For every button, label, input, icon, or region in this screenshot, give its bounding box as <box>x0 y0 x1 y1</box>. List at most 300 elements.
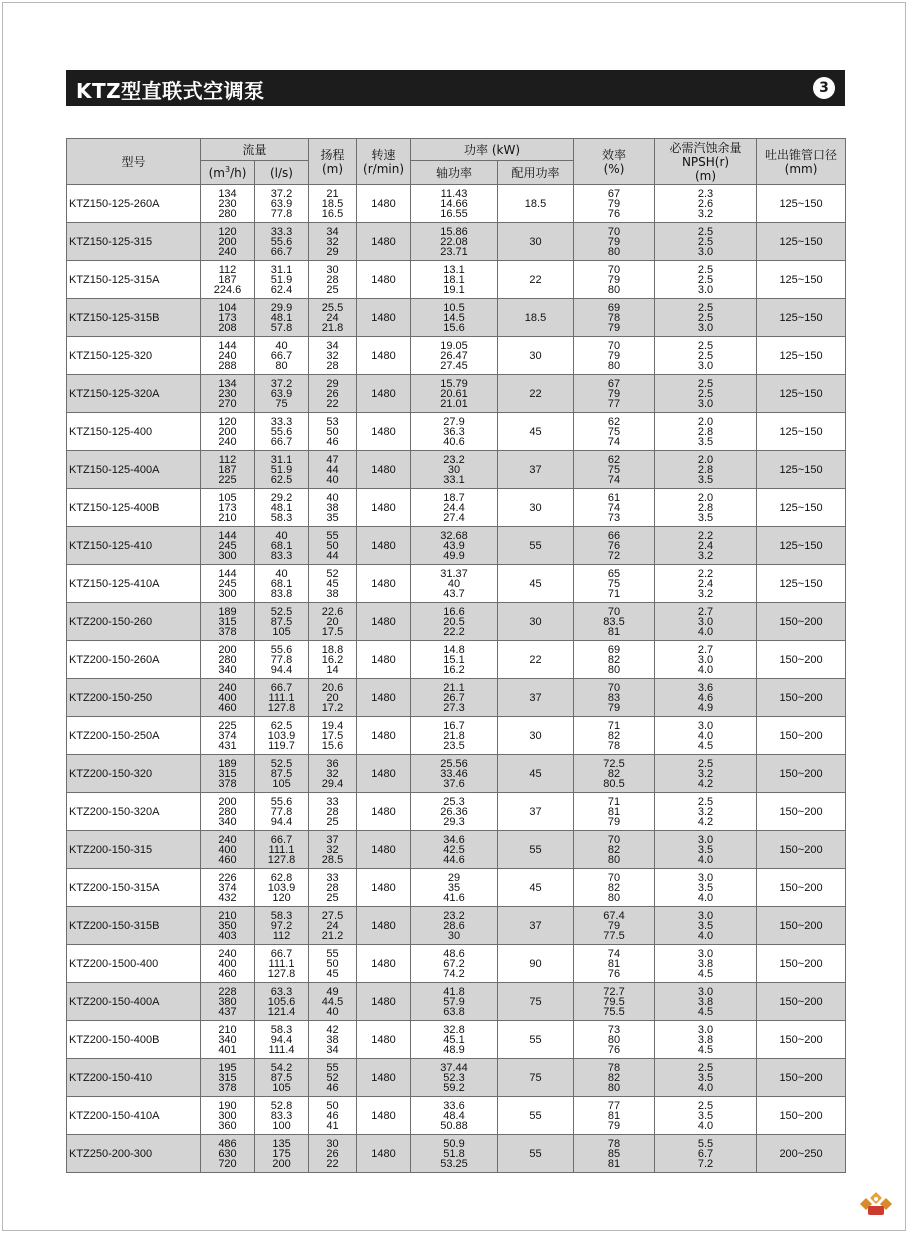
cell-npsh: 3.0 3.8 4.5 <box>655 1021 757 1059</box>
cell-motor-power: 30 <box>498 223 574 261</box>
cell-efficiency: 69 82 80 <box>574 641 655 679</box>
cell-efficiency: 65 75 71 <box>574 565 655 603</box>
cell-head: 19.4 17.5 15.6 <box>309 717 357 755</box>
cell-flow-ls: 54.2 87.5 105 <box>255 1059 309 1097</box>
cell-head: 33 28 25 <box>309 793 357 831</box>
cell-shaft-power: 48.6 67.2 74.2 <box>411 945 498 983</box>
cell-speed: 1480 <box>357 983 411 1021</box>
cell-npsh: 2.7 3.0 4.0 <box>655 641 757 679</box>
cell-shaft-power: 14.8 15.1 16.2 <box>411 641 498 679</box>
table-row <box>67 641 846 679</box>
cell-head: 33 28 25 <box>309 869 357 907</box>
cell-outlet: 150~200 <box>757 907 846 945</box>
cell-head: 21 18.5 16.5 <box>309 185 357 223</box>
cell-efficiency: 70 82 80 <box>574 869 655 907</box>
cell-npsh: 2.3 2.6 3.2 <box>655 185 757 223</box>
cell-npsh: 2.5 3.2 4.2 <box>655 755 757 793</box>
cell-speed: 1480 <box>357 831 411 869</box>
cell-shaft-power: 33.6 48.4 50.88 <box>411 1097 498 1135</box>
cell-efficiency: 70 79 80 <box>574 261 655 299</box>
cell-shaft-power: 16.6 20.5 22.2 <box>411 603 498 641</box>
cell-npsh: 2.7 3.0 4.0 <box>655 603 757 641</box>
cell-flow-ls: 33.3 55.6 66.7 <box>255 413 309 451</box>
cell-flow-ls: 31.1 51.9 62.4 <box>255 261 309 299</box>
table-row <box>67 793 846 831</box>
cell-flow-ls: 63.3 105.6 121.4 <box>255 983 309 1021</box>
cell-shaft-power: 21.1 26.7 27.3 <box>411 679 498 717</box>
cell-outlet: 125~150 <box>757 223 846 261</box>
cell-shaft-power: 34.6 42.5 44.6 <box>411 831 498 869</box>
table-row <box>67 717 846 755</box>
cell-efficiency: 73 80 76 <box>574 1021 655 1059</box>
table-row <box>67 299 846 337</box>
cell-flow-ls: 29.2 48.1 58.3 <box>255 489 309 527</box>
cell-head: 18.8 16.2 14 <box>309 641 357 679</box>
cell-flow-m3h: 105 173 210 <box>201 489 255 527</box>
cell-motor-power: 75 <box>498 983 574 1021</box>
cell-outlet: 150~200 <box>757 793 846 831</box>
cell-head: 27.5 24 21.2 <box>309 907 357 945</box>
brand-logo-icon <box>858 1190 894 1218</box>
header-flow-ls: (l/s) <box>255 161 309 185</box>
cell-motor-power: 55 <box>498 1097 574 1135</box>
cell-speed: 1480 <box>357 869 411 907</box>
cell-outlet: 125~150 <box>757 527 846 565</box>
table-row <box>67 679 846 717</box>
cell-head: 40 38 35 <box>309 489 357 527</box>
header-head: 扬程 (m) <box>309 139 357 185</box>
cell-speed: 1480 <box>357 717 411 755</box>
cell-outlet: 125~150 <box>757 413 846 451</box>
cell-model: KTZ200-150-400A <box>67 983 201 1021</box>
cell-efficiency: 78 85 81 <box>574 1135 655 1173</box>
cell-efficiency: 67 79 76 <box>574 185 655 223</box>
cell-flow-ls: 66.7 111.1 127.8 <box>255 679 309 717</box>
cell-shaft-power: 23.2 30 33.1 <box>411 451 498 489</box>
cell-model: KTZ200-150-260A <box>67 641 201 679</box>
header-flow: 流量 <box>201 139 309 161</box>
cell-npsh: 2.5 2.5 3.0 <box>655 261 757 299</box>
cell-shaft-power: 16.7 21.8 23.5 <box>411 717 498 755</box>
cell-model: KTZ200-150-410A <box>67 1097 201 1135</box>
cell-speed: 1480 <box>357 375 411 413</box>
cell-model: KTZ150-125-315B <box>67 299 201 337</box>
cell-flow-ls: 29.9 48.1 57.8 <box>255 299 309 337</box>
cell-flow-ls: 55.6 77.8 94.4 <box>255 793 309 831</box>
cell-shaft-power: 37.44 52.3 59.2 <box>411 1059 498 1097</box>
table-row <box>67 527 846 565</box>
cell-flow-m3h: 144 240 288 <box>201 337 255 375</box>
cell-speed: 1480 <box>357 907 411 945</box>
cell-npsh: 2.0 2.8 3.5 <box>655 451 757 489</box>
cell-flow-m3h: 226 374 432 <box>201 869 255 907</box>
cell-shaft-power: 15.79 20.61 21.01 <box>411 375 498 413</box>
cell-model: KTZ150-125-400B <box>67 489 201 527</box>
cell-head: 30 28 25 <box>309 261 357 299</box>
cell-speed: 1480 <box>357 1021 411 1059</box>
cell-model: KTZ200-150-410 <box>67 1059 201 1097</box>
cell-outlet: 150~200 <box>757 603 846 641</box>
cell-npsh: 3.0 3.5 4.0 <box>655 831 757 869</box>
cell-model: KTZ150-125-260A <box>67 185 201 223</box>
cell-npsh: 2.5 2.5 3.0 <box>655 223 757 261</box>
header-speed: 转速 (r/min) <box>357 139 411 185</box>
cell-outlet: 125~150 <box>757 375 846 413</box>
cell-head: 36 32 29.4 <box>309 755 357 793</box>
table-row <box>67 185 846 223</box>
cell-npsh: 2.5 3.5 4.0 <box>655 1059 757 1097</box>
cell-outlet: 150~200 <box>757 755 846 793</box>
cell-speed: 1480 <box>357 793 411 831</box>
cell-model: KTZ200-150-320A <box>67 793 201 831</box>
cell-outlet: 125~150 <box>757 451 846 489</box>
cell-head: 34 32 28 <box>309 337 357 375</box>
cell-shaft-power: 19.05 26.47 27.45 <box>411 337 498 375</box>
page-number-badge: 3 <box>813 77 835 99</box>
cell-model: KTZ250-200-300 <box>67 1135 201 1173</box>
cell-npsh: 5.5 6.7 7.2 <box>655 1135 757 1173</box>
table-row <box>67 337 846 375</box>
cell-npsh: 3.0 3.5 4.0 <box>655 907 757 945</box>
cell-shaft-power: 13.1 18.1 19.1 <box>411 261 498 299</box>
table-row <box>67 1135 846 1173</box>
cell-flow-ls: 58.3 97.2 112 <box>255 907 309 945</box>
cell-motor-power: 18.5 <box>498 299 574 337</box>
cell-model: KTZ200-150-260 <box>67 603 201 641</box>
cell-motor-power: 90 <box>498 945 574 983</box>
cell-head: 55 50 44 <box>309 527 357 565</box>
cell-shaft-power: 23.2 28.6 30 <box>411 907 498 945</box>
header-flow-m3h: $(m^3/h)$ <box>201 161 255 185</box>
cell-flow-m3h: 189 315 378 <box>201 603 255 641</box>
cell-shaft-power: 25.3 26.36 29.3 <box>411 793 498 831</box>
cell-motor-power: 37 <box>498 907 574 945</box>
cell-speed: 1480 <box>357 261 411 299</box>
cell-motor-power: 22 <box>498 375 574 413</box>
cell-npsh: 2.0 2.8 3.5 <box>655 489 757 527</box>
table-row <box>67 413 846 451</box>
cell-efficiency: 70 83 79 <box>574 679 655 717</box>
cell-flow-ls: 52.5 87.5 105 <box>255 755 309 793</box>
table-row <box>67 1097 846 1135</box>
cell-efficiency: 70 83.5 81 <box>574 603 655 641</box>
cell-motor-power: 55 <box>498 831 574 869</box>
table-row <box>67 1059 846 1097</box>
cell-motor-power: 30 <box>498 337 574 375</box>
cell-motor-power: 30 <box>498 489 574 527</box>
cell-flow-ls: 62.5 103.9 119.7 <box>255 717 309 755</box>
cell-flow-m3h: 144 245 300 <box>201 565 255 603</box>
header-power: 功率 (kW) <box>411 139 574 161</box>
cell-speed: 1480 <box>357 565 411 603</box>
cell-speed: 1480 <box>357 1097 411 1135</box>
cell-speed: 1480 <box>357 1135 411 1173</box>
cell-efficiency: 71 82 78 <box>574 717 655 755</box>
table-row <box>67 831 846 869</box>
cell-model: KTZ200-150-315 <box>67 831 201 869</box>
cell-outlet: 150~200 <box>757 1059 846 1097</box>
cell-efficiency: 77 81 79 <box>574 1097 655 1135</box>
cell-head: 52 45 38 <box>309 565 357 603</box>
cell-flow-m3h: 104 173 208 <box>201 299 255 337</box>
cell-model: KTZ200-150-320 <box>67 755 201 793</box>
table-row <box>67 261 846 299</box>
cell-flow-m3h: 200 280 340 <box>201 793 255 831</box>
cell-flow-ls: 40 68.1 83.8 <box>255 565 309 603</box>
cell-flow-ls: 37.2 63.9 77.8 <box>255 185 309 223</box>
cell-motor-power: 22 <box>498 261 574 299</box>
cell-efficiency: 70 79 80 <box>574 223 655 261</box>
cell-flow-m3h: 120 200 240 <box>201 223 255 261</box>
cell-head: 29 26 22 <box>309 375 357 413</box>
cell-outlet: 150~200 <box>757 679 846 717</box>
cell-head: 20.6 20 17.2 <box>309 679 357 717</box>
cell-npsh: 2.2 2.4 3.2 <box>655 527 757 565</box>
header-motor-power: 配用功率 <box>498 161 574 185</box>
cell-motor-power: 30 <box>498 603 574 641</box>
cell-outlet: 150~200 <box>757 1021 846 1059</box>
cell-flow-ls: 37.2 63.9 75 <box>255 375 309 413</box>
cell-head: 55 52 46 <box>309 1059 357 1097</box>
cell-flow-m3h: 134 230 280 <box>201 185 255 223</box>
cell-motor-power: 22 <box>498 641 574 679</box>
cell-speed: 1480 <box>357 945 411 983</box>
cell-outlet: 125~150 <box>757 565 846 603</box>
cell-efficiency: 74 81 76 <box>574 945 655 983</box>
cell-flow-ls: 66.7 111.1 127.8 <box>255 945 309 983</box>
cell-motor-power: 30 <box>498 717 574 755</box>
cell-outlet: 125~150 <box>757 185 846 223</box>
cell-efficiency: 70 79 80 <box>574 337 655 375</box>
cell-efficiency: 71 81 79 <box>574 793 655 831</box>
cell-shaft-power: 29 35 41.6 <box>411 869 498 907</box>
cell-flow-m3h: 210 340 401 <box>201 1021 255 1059</box>
cell-flow-ls: 52.8 83.3 100 <box>255 1097 309 1135</box>
cell-shaft-power: 25.56 33.46 37.6 <box>411 755 498 793</box>
cell-outlet: 150~200 <box>757 945 846 983</box>
cell-npsh: 2.5 3.5 4.0 <box>655 1097 757 1135</box>
table-row <box>67 907 846 945</box>
cell-head: 47 44 40 <box>309 451 357 489</box>
cell-outlet: 150~200 <box>757 641 846 679</box>
cell-model: KTZ200-150-315A <box>67 869 201 907</box>
cell-efficiency: 72.5 82 80.5 <box>574 755 655 793</box>
cell-flow-ls: 55.6 77.8 94.4 <box>255 641 309 679</box>
cell-shaft-power: 32.8 45.1 48.9 <box>411 1021 498 1059</box>
cell-npsh: 3.0 4.0 4.5 <box>655 717 757 755</box>
cell-outlet: 150~200 <box>757 983 846 1021</box>
cell-model: KTZ150-125-410 <box>67 527 201 565</box>
cell-speed: 1480 <box>357 755 411 793</box>
cell-npsh: 3.6 4.6 4.9 <box>655 679 757 717</box>
title-bar <box>66 70 845 106</box>
cell-motor-power: 45 <box>498 413 574 451</box>
cell-shaft-power: 10.5 14.5 15.6 <box>411 299 498 337</box>
cell-model: KTZ200-150-250A <box>67 717 201 755</box>
cell-flow-m3h: 486 630 720 <box>201 1135 255 1173</box>
cell-shaft-power: 31.37 40 43.7 <box>411 565 498 603</box>
cell-flow-m3h: 240 400 460 <box>201 679 255 717</box>
cell-model: KTZ150-125-400 <box>67 413 201 451</box>
table-row <box>67 755 846 793</box>
cell-motor-power: 37 <box>498 451 574 489</box>
header-shaft-power: 轴功率 <box>411 161 498 185</box>
cell-head: 34 32 29 <box>309 223 357 261</box>
cell-npsh: 3.0 3.8 4.5 <box>655 983 757 1021</box>
table-row <box>67 375 846 413</box>
cell-model: KTZ200-150-250 <box>67 679 201 717</box>
cell-flow-m3h: 134 230 270 <box>201 375 255 413</box>
cell-motor-power: 55 <box>498 1021 574 1059</box>
cell-npsh: 3.0 3.8 4.5 <box>655 945 757 983</box>
cell-efficiency: 67 79 77 <box>574 375 655 413</box>
cell-head: 53 50 46 <box>309 413 357 451</box>
cell-npsh: 2.2 2.4 3.2 <box>655 565 757 603</box>
table-row <box>67 489 846 527</box>
cell-head: 25.5 24 21.8 <box>309 299 357 337</box>
cell-outlet: 125~150 <box>757 337 846 375</box>
cell-flow-m3h: 225 374 431 <box>201 717 255 755</box>
cell-speed: 1480 <box>357 451 411 489</box>
cell-flow-m3h: 228 380 437 <box>201 983 255 1021</box>
table-row <box>67 1021 846 1059</box>
cell-outlet: 150~200 <box>757 717 846 755</box>
cell-speed: 1480 <box>357 1059 411 1097</box>
cell-flow-m3h: 120 200 240 <box>201 413 255 451</box>
cell-flow-m3h: 240 400 460 <box>201 945 255 983</box>
cell-npsh: 2.5 2.5 3.0 <box>655 375 757 413</box>
cell-flow-ls: 135 175 200 <box>255 1135 309 1173</box>
cell-flow-m3h: 112 187 225 <box>201 451 255 489</box>
cell-motor-power: 45 <box>498 755 574 793</box>
cell-efficiency: 61 74 73 <box>574 489 655 527</box>
cell-shaft-power: 27.9 36.3 40.6 <box>411 413 498 451</box>
cell-motor-power: 45 <box>498 869 574 907</box>
table-body <box>67 185 846 1173</box>
cell-motor-power: 45 <box>498 565 574 603</box>
cell-outlet: 150~200 <box>757 831 846 869</box>
cell-efficiency: 69 78 79 <box>574 299 655 337</box>
cell-shaft-power: 32.68 43.9 49.9 <box>411 527 498 565</box>
cell-outlet: 125~150 <box>757 299 846 337</box>
cell-flow-ls: 40 66.7 80 <box>255 337 309 375</box>
cell-speed: 1480 <box>357 413 411 451</box>
cell-shaft-power: 11.43 14.66 16.55 <box>411 185 498 223</box>
cell-head: 49 44.5 40 <box>309 983 357 1021</box>
table-row <box>67 565 846 603</box>
cell-head: 37 32 28.5 <box>309 831 357 869</box>
table-row <box>67 223 846 261</box>
cell-head: 50 46 41 <box>309 1097 357 1135</box>
cell-flow-m3h: 195 315 378 <box>201 1059 255 1097</box>
cell-shaft-power: 50.9 51.8 53.25 <box>411 1135 498 1173</box>
cell-flow-m3h: 144 245 300 <box>201 527 255 565</box>
cell-efficiency: 78 82 80 <box>574 1059 655 1097</box>
cell-npsh: 3.0 3.5 4.0 <box>655 869 757 907</box>
cell-speed: 1480 <box>357 489 411 527</box>
header-model: 型号 <box>67 139 201 185</box>
cell-npsh: 2.5 3.2 4.2 <box>655 793 757 831</box>
cell-model: KTZ150-125-315A <box>67 261 201 299</box>
cell-model: KTZ200-150-400B <box>67 1021 201 1059</box>
cell-efficiency: 62 75 74 <box>574 451 655 489</box>
cell-flow-m3h: 190 300 360 <box>201 1097 255 1135</box>
cell-efficiency: 70 82 80 <box>574 831 655 869</box>
cell-motor-power: 55 <box>498 1135 574 1173</box>
header-npsh: 必需汽蚀余量 NPSH(r) (m) <box>655 139 757 185</box>
cell-model: KTZ150-125-410A <box>67 565 201 603</box>
cell-model: KTZ150-125-315 <box>67 223 201 261</box>
cell-flow-m3h: 189 315 378 <box>201 755 255 793</box>
cell-efficiency: 72.7 79.5 75.5 <box>574 983 655 1021</box>
cell-npsh: 2.0 2.8 3.5 <box>655 413 757 451</box>
cell-flow-ls: 31.1 51.9 62.5 <box>255 451 309 489</box>
table-row <box>67 983 846 1021</box>
cell-flow-ls: 52.5 87.5 105 <box>255 603 309 641</box>
cell-model: KTZ150-125-320A <box>67 375 201 413</box>
cell-flow-ls: 62.8 103.9 120 <box>255 869 309 907</box>
cell-outlet: 125~150 <box>757 261 846 299</box>
cell-speed: 1480 <box>357 603 411 641</box>
cell-flow-ls: 58.3 94.4 111.4 <box>255 1021 309 1059</box>
cell-shaft-power: 18.7 24.4 27.4 <box>411 489 498 527</box>
cell-model: KTZ150-125-400A <box>67 451 201 489</box>
cell-speed: 1480 <box>357 337 411 375</box>
table-row <box>67 869 846 907</box>
cell-efficiency: 67.4 79 77.5 <box>574 907 655 945</box>
cell-flow-m3h: 200 280 340 <box>201 641 255 679</box>
cell-outlet: 150~200 <box>757 869 846 907</box>
cell-head: 22.6 20 17.5 <box>309 603 357 641</box>
cell-motor-power: 18.5 <box>498 185 574 223</box>
table-row <box>67 451 846 489</box>
header-outlet: 吐出锥管口径 (mm) <box>757 139 846 185</box>
cell-outlet: 125~150 <box>757 489 846 527</box>
cell-efficiency: 62 75 74 <box>574 413 655 451</box>
cell-efficiency: 66 76 72 <box>574 527 655 565</box>
cell-speed: 1480 <box>357 223 411 261</box>
cell-npsh: 2.5 2.5 3.0 <box>655 337 757 375</box>
cell-shaft-power: 15.86 22.08 23.71 <box>411 223 498 261</box>
cell-speed: 1480 <box>357 679 411 717</box>
cell-shaft-power: 41.8 57.9 63.8 <box>411 983 498 1021</box>
pump-spec-table <box>66 138 846 1173</box>
cell-head: 55 50 45 <box>309 945 357 983</box>
header-efficiency: 效率 (%) <box>574 139 655 185</box>
cell-flow-m3h: 240 400 460 <box>201 831 255 869</box>
cell-speed: 1480 <box>357 527 411 565</box>
cell-head: 30 26 22 <box>309 1135 357 1173</box>
cell-flow-ls: 40 68.1 83.3 <box>255 527 309 565</box>
cell-outlet: 200~250 <box>757 1135 846 1173</box>
cell-flow-m3h: 210 350 403 <box>201 907 255 945</box>
cell-speed: 1480 <box>357 641 411 679</box>
cell-model: KTZ150-125-320 <box>67 337 201 375</box>
cell-model: KTZ200-1500-400 <box>67 945 201 983</box>
cell-speed: 1480 <box>357 185 411 223</box>
cell-motor-power: 37 <box>498 793 574 831</box>
page-title: KTZ型直联式空调泵 <box>76 79 265 103</box>
cell-motor-power: 55 <box>498 527 574 565</box>
cell-motor-power: 37 <box>498 679 574 717</box>
cell-outlet: 150~200 <box>757 1097 846 1135</box>
table-row <box>67 945 846 983</box>
cell-flow-ls: 33.3 55.6 66.7 <box>255 223 309 261</box>
table-row <box>67 603 846 641</box>
cell-head: 42 38 34 <box>309 1021 357 1059</box>
cell-npsh: 2.5 2.5 3.0 <box>655 299 757 337</box>
cell-flow-m3h: 112 187 224.6 <box>201 261 255 299</box>
